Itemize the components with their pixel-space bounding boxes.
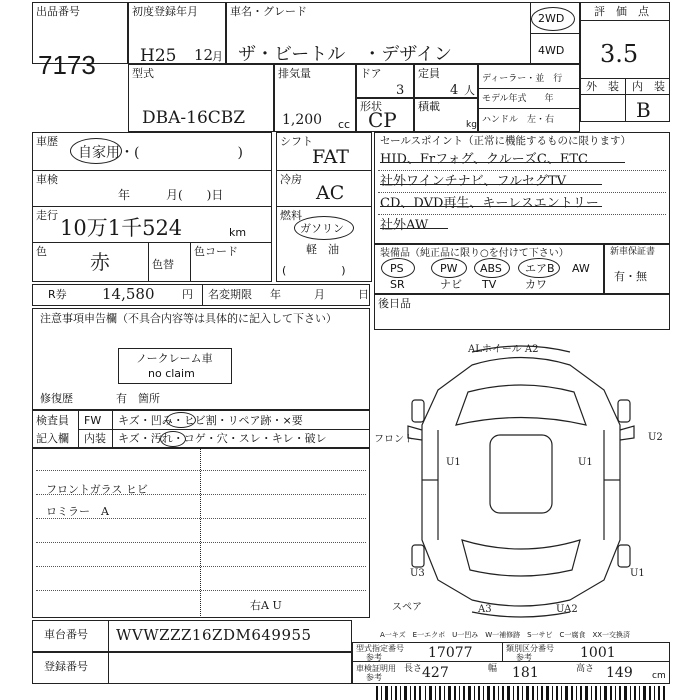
score-label: 評 価 点 — [594, 5, 649, 18]
warranty-value: 有・無 — [614, 270, 647, 283]
equip-leather: カワ — [525, 278, 547, 291]
lot-number: 7173 — [38, 50, 96, 80]
barcode — [376, 686, 666, 700]
mileage-label: 走行 — [36, 209, 58, 222]
diagram-mark: U2 — [648, 432, 663, 443]
exterior-label: 外 装 — [586, 80, 619, 93]
equip-aw: AW — [572, 262, 590, 275]
shift-label: シフト — [280, 135, 313, 148]
type-designation-ref: 参考 — [366, 653, 382, 662]
rear-items-box — [374, 294, 670, 330]
recycle-amount: 14,580 — [102, 285, 155, 303]
equip-sr: SR — [390, 278, 405, 291]
inspector-label: 検査員 — [36, 414, 69, 427]
repair-value: 有 箇所 — [116, 392, 160, 405]
length-label: 長さ — [404, 664, 423, 674]
category-ref: 参考 — [516, 653, 532, 662]
type-label: 型式 — [132, 67, 154, 80]
shift-value: FAT — [312, 146, 349, 168]
inspector-comment: ロミラー A — [46, 505, 109, 518]
name-change-label: 名変期限 — [208, 288, 252, 301]
drive-4wd: 4WD — [538, 44, 565, 57]
mileage-unit: km — [229, 226, 247, 239]
rear-items-label: 後日品 — [378, 297, 411, 310]
comment-area — [32, 448, 370, 618]
equip-ps: PS — [390, 262, 404, 275]
repair-label: 修復歴 — [40, 392, 73, 405]
capacity-value: 4 — [450, 83, 459, 98]
color-code-label: 色コード — [194, 245, 238, 258]
drive-2wd-circle — [531, 7, 575, 31]
drive-2wd: 2WD — [538, 12, 565, 25]
diagram-mark: スペア — [392, 602, 422, 613]
first-reg-era: H25 — [140, 46, 177, 66]
fuel-diesel: 軽 油 — [306, 243, 339, 256]
height-label: 高さ — [576, 664, 595, 674]
height-unit: cm — [652, 671, 666, 681]
lot-label: 出品番号 — [36, 5, 80, 18]
equip-airbag: エアB — [525, 262, 555, 275]
equip-pw: PW — [440, 262, 458, 275]
shape-value: CP — [368, 108, 397, 132]
first-reg-month: 12 — [194, 46, 214, 64]
model-grade-label: 車名・グレード — [230, 5, 307, 18]
inspector-entry-label: 記入欄 — [36, 432, 69, 445]
fuel-label: 燃料 — [280, 209, 302, 222]
diagram-mark: UA2 — [556, 604, 578, 615]
inspection-label: 車検 — [36, 173, 58, 186]
repaint-label: 色替 — [152, 258, 174, 271]
load-label: 積載 — [418, 100, 440, 113]
interior-grade: B — [636, 98, 651, 122]
diagram-mark: U1 — [446, 457, 461, 468]
mileage-value: 10万1千524 — [60, 216, 183, 240]
interior-items: キズ・汚れ・コゲ・穴・スレ・キレ・破レ — [118, 432, 327, 445]
ac-label: 冷房 — [280, 173, 302, 186]
diagram-mark: 右A U — [250, 599, 282, 612]
diagram-mark: フロント — [374, 434, 414, 445]
displacement-unit: cc — [338, 118, 351, 131]
fuel-gas-circle — [294, 216, 354, 240]
diagram-mark: A3 — [478, 604, 492, 615]
shape-label: 形状 — [360, 100, 382, 113]
sales-point: CD、DVD再生、キーレスエントリー — [380, 196, 599, 211]
width-label: 幅 — [488, 664, 498, 674]
doors-label: ドア — [360, 67, 382, 80]
interior-check-label: 内装 — [84, 432, 106, 445]
dealer-label: ディーラー・並 行 — [482, 74, 563, 84]
displacement-value: 1,200 — [282, 112, 323, 128]
chassis-value: WVWZZZ16ZDM649955 — [116, 626, 312, 644]
first-reg-month-unit: 月 — [212, 50, 223, 63]
fw-label: FW — [84, 414, 102, 427]
category-label: 類別区分番号 — [506, 644, 554, 653]
height-value: 149 — [606, 665, 633, 681]
cert-ref: 参考 — [366, 673, 382, 682]
steering-label: ハンドル 左・右 — [482, 115, 555, 125]
diagram-mark: U3 — [410, 568, 425, 579]
sales-point: 社外AW — [380, 218, 429, 233]
diagram-mark: ALホイール A2 — [468, 344, 539, 355]
equip-navi: ナビ — [440, 278, 462, 291]
sales-point: HID、Frフォグ、クルーズC、ETC — [380, 152, 588, 167]
cert-label: 車検証明用 — [356, 664, 396, 673]
category-value: 1001 — [580, 645, 616, 661]
doors-value: 3 — [396, 83, 405, 98]
type-designation-label: 型式指定番号 — [356, 644, 404, 653]
diagram-mark: U1 — [630, 568, 645, 579]
type-value: DBA-16CBZ — [142, 108, 246, 128]
damage-legend: A一キズ E一エクボ U一凹み W一補修跡 S一サビ C一腐食 XX一交換済 — [380, 631, 631, 639]
no-claim-en: no claim — [148, 367, 195, 380]
model-year-label: モデル年式 年 — [482, 94, 554, 104]
inspector-comment: フロントガラス ヒビ — [46, 483, 148, 496]
load-unit: kg — [466, 120, 477, 130]
equipment-label: 装備品（純正品に限り○を付けて下さい） — [380, 248, 569, 259]
interior-label: 内 装 — [632, 80, 665, 93]
name-change-value: 年 月 日 — [270, 288, 369, 301]
warranty-label: 新車保証書 — [610, 247, 656, 257]
ac-value: AC — [316, 182, 345, 204]
diagram-mark: U1 — [578, 457, 593, 468]
color-value: 赤 — [90, 250, 110, 274]
first-reg-label: 初度登録年月 — [132, 5, 198, 18]
equip-tv: TV — [482, 278, 497, 291]
type-designation-value: 17077 — [428, 645, 473, 661]
no-claim-jp: ノークレーム車 — [136, 352, 213, 365]
vehicle-damage-diagram — [372, 330, 670, 620]
equip-abs: ABS — [480, 262, 502, 275]
registration-label: 登録番号 — [44, 660, 88, 673]
sales-points-label: セールスポイント（正常に機能するものに限ります） — [380, 135, 632, 147]
recycle-label: R券 — [48, 288, 67, 301]
sales-point: 社外ワインチナビ、フルセグTV — [380, 174, 567, 189]
length-value: 427 — [422, 665, 449, 681]
model-grade: ザ・ビートル ・デザイン — [238, 44, 453, 65]
capacity-label: 定員 — [418, 67, 440, 80]
inspection-value: 年 月( )日 — [118, 188, 224, 202]
color-label: 色 — [36, 245, 47, 258]
notes-label: 注意事項申告欄（不具合内容等は具体的に記入して下さい） — [40, 312, 337, 325]
chassis-label: 車台番号 — [44, 628, 88, 641]
fw-items: キズ・凹み・ヒビ割・リペア跡・×要 — [118, 414, 303, 427]
history-label: 車歴 — [36, 135, 58, 148]
fuel-paren: ( ) — [282, 264, 346, 277]
recycle-yen: 円 — [182, 288, 193, 301]
private-use-circle — [70, 138, 122, 164]
fuel-gas: ガソリン — [300, 222, 344, 235]
width-value: 181 — [512, 665, 539, 681]
displacement-label: 排気量 — [278, 67, 311, 80]
score: 3.5 — [600, 40, 639, 68]
history-value: 自家用・( ) — [78, 145, 243, 161]
capacity-unit: 人 — [464, 84, 475, 97]
